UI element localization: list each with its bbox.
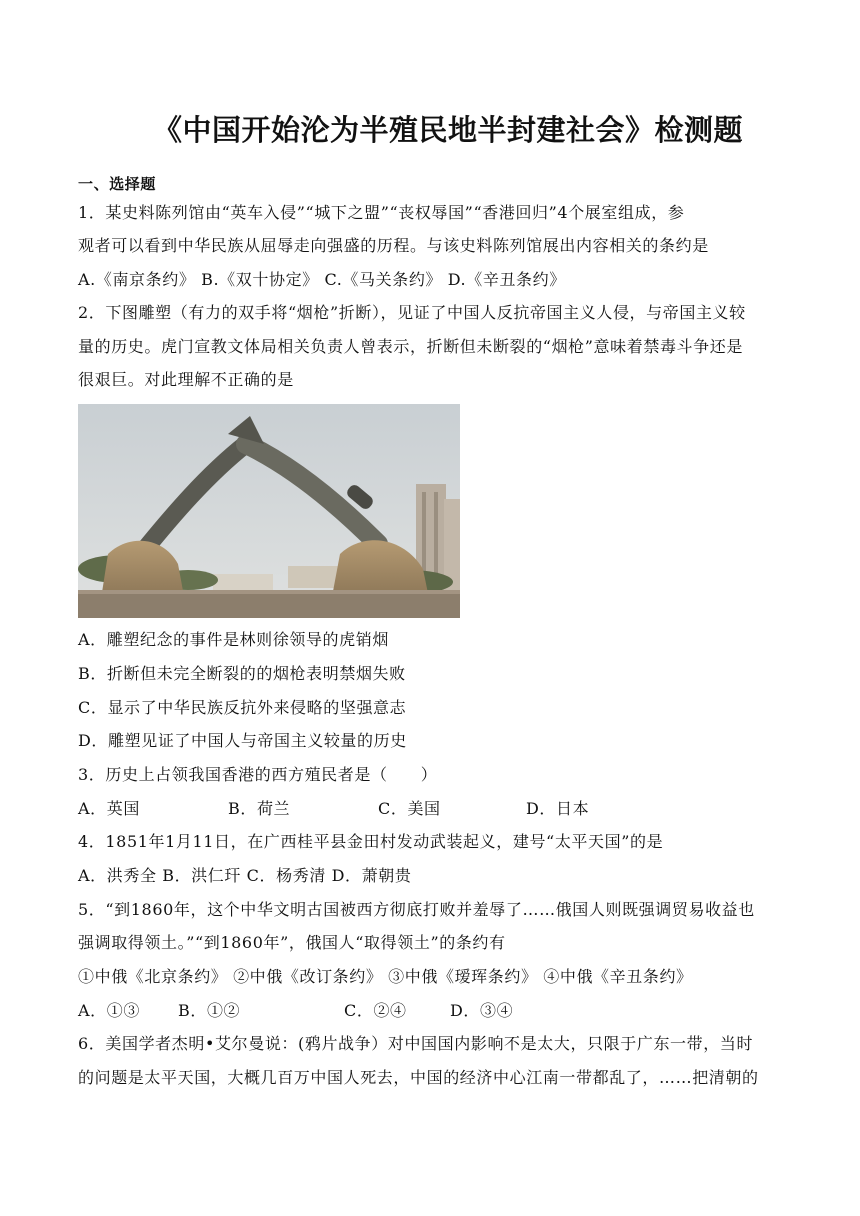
question-5-line-1: 5．“到1860年，这个中华文明古国被西方彻底打败并羞辱了……俄国人则既强调贸易收益也 xyxy=(78,900,755,919)
question-3-option-d: D．日本 xyxy=(526,799,590,818)
question-2-option-d: D．雕塑见证了中国人与帝国主义较量的历史 xyxy=(78,731,407,750)
question-1-options: A.《南京条约》 B.《双十协定》 C.《马关条约》 D.《辛丑条约》 xyxy=(78,270,566,289)
question-5-option-c: C．②④ xyxy=(344,1001,407,1020)
question-5-line-2: 强调取得领土。”“到1860年”，俄国人“取得领土”的条约有 xyxy=(78,933,506,952)
question-3-option-c: C．美国 xyxy=(378,799,441,818)
question-4-line-1: 4．1851年1月11日，在广西桂平县金田村发动武装起义，建号“太平天国”的是 xyxy=(78,832,664,851)
question-2-option-a: A．雕塑纪念的事件是林则徐领导的虎销烟 xyxy=(78,630,389,649)
question-6-line-1: 6．美国学者杰明•艾尔曼说：(鸦片战争）对中国国内影响不是太大，只限于广东一带，当时 xyxy=(78,1034,754,1053)
question-2-line-3: 很艰巨。对此理解不正确的是 xyxy=(78,370,294,389)
question-3-option-a: A．英国 xyxy=(78,799,140,818)
question-1-line-2: 观者可以看到中华民族从屈辱走向强盛的历程。与该史料陈列馆展出内容相关的条约是 xyxy=(78,236,709,255)
question-6-line-2: 的问题是太平天国，大概几百万中国人死去，中国的经济中心江南一带都乱了，……把清朝的 xyxy=(78,1068,759,1087)
section-heading: 一、选择题 xyxy=(78,175,157,193)
question-5-option-a: A．①③ xyxy=(78,1001,140,1020)
question-4-options: A．洪秀全 B．洪仁玕 C．杨秀清 D．萧朝贵 xyxy=(78,866,412,885)
question-1-line-1: 1．某史料陈列馆由“英车入侵”“城下之盟”“丧权辱国”“香港回归”4个展室组成，参 xyxy=(78,203,685,222)
question-3-option-b: B．荷兰 xyxy=(228,799,291,818)
question-5-line-3: ①中俄《北京条约》 ②中俄《改订条约》 ③中俄《瑷珲条约》 ④中俄《辛丑条约》 xyxy=(78,967,693,986)
question-2-line-2: 量的历史。虎门宣教文体局相关负责人曾表示，折断但未断裂的“烟枪”意味着禁毒斗争还是 xyxy=(78,337,743,356)
question-2-option-c: C．显示了中华民族反抗外来侵略的坚强意志 xyxy=(78,698,407,717)
question-2-option-b: B．折断但未完全断裂的的烟枪表明禁烟失败 xyxy=(78,664,406,683)
document-title: 《中国开始沦为半殖民地半封建社会》检测题 xyxy=(152,113,743,147)
question-2-line-1: 2．下图雕塑（有力的双手将“烟枪”折断），见证了中国人反抗帝国主义人侵，与帝国主义较 xyxy=(78,303,746,322)
question-3-line-1: 3．历史上占领我国香港的西方殖民者是（ ） xyxy=(78,765,438,784)
question-5-option-d: D．③④ xyxy=(450,1001,514,1020)
sculpture-photo xyxy=(78,404,460,618)
question-5-option-b: B．①② xyxy=(178,1001,241,1020)
